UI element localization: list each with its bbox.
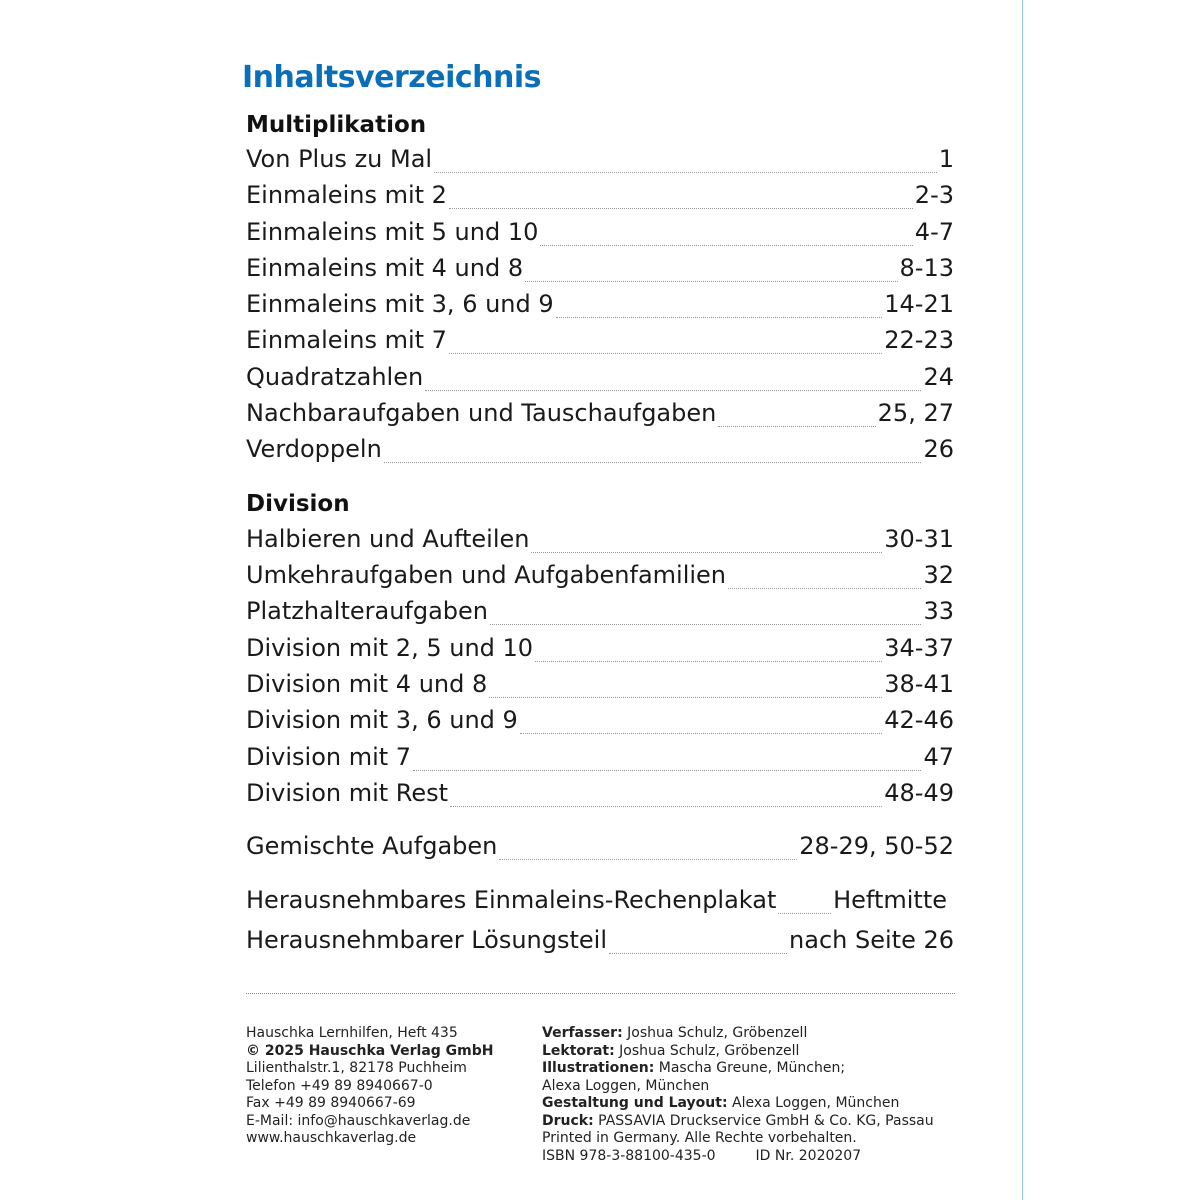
printed-notice: Printed in Germany. Alle Rechte vorbehalten. [542, 1130, 857, 1146]
toc-label: Einmaleins mit 5 und 10 [246, 218, 539, 246]
credit-illustrations-cont: Alexa Loggen, München [542, 1077, 710, 1094]
toc-leader-dots [535, 660, 882, 662]
toc-leader-dots [531, 551, 882, 553]
credit-value: Joshua Schulz, Gröbenzell [627, 1025, 808, 1041]
toc-row [246, 435, 954, 471]
toc-label: Halbieren und Aufteilen [246, 525, 530, 553]
toc-row [246, 290, 954, 326]
toc-leader-dots [450, 805, 882, 807]
id-number: ID Nr. 2020207 [755, 1147, 862, 1164]
toc-row [246, 145, 954, 181]
section-heading-division: Division [246, 491, 350, 517]
toc-row [246, 886, 954, 922]
credit-label: Illustrationen: [542, 1060, 655, 1076]
imprint-phone: Telefon +49 89 8940667-0 [246, 1077, 433, 1094]
toc-row [246, 326, 954, 362]
credit-label: Verfasser: [542, 1025, 623, 1041]
toc-label: Umkehraufgaben und Aufgabenfamilien [246, 561, 727, 589]
credit-illustrations [542, 1060, 934, 1078]
page-edge-line [1022, 0, 1023, 1200]
toc-leader-dots [384, 461, 922, 463]
toc-leader-dots [525, 280, 897, 282]
toc-page: 4-7 [914, 218, 954, 246]
toc-row [246, 634, 954, 670]
imprint-website: www.hauschkaverlag.de [246, 1130, 417, 1146]
credit-layout [542, 1095, 934, 1113]
toc-page: 25, 27 [877, 399, 954, 427]
toc-row [246, 525, 954, 561]
toc-row [246, 779, 954, 815]
toc-page: 24 [923, 363, 954, 391]
toc-label: Von Plus zu Mal [246, 145, 433, 173]
toc-label: Einmaleins mit 4 und 8 [246, 254, 524, 282]
credit-value: Joshua Schulz, Gröbenzell [619, 1042, 800, 1059]
toc-row [246, 218, 954, 254]
toc-label: Herausnehmbares Einmaleins-Rechenplakat [246, 886, 777, 914]
toc-leader-dots [556, 316, 883, 318]
toc-page: 42-46 [884, 706, 954, 734]
toc-page: 26 [923, 435, 954, 463]
toc-label: Division mit 2, 5 und 10 [246, 634, 534, 662]
toc-label: Einmaleins mit 7 [246, 326, 447, 354]
toc-leader-dots [490, 623, 921, 625]
isbn-line [542, 1148, 934, 1166]
toc-page: 2-3 [914, 181, 954, 209]
toc-page: 32 [923, 561, 954, 589]
credit-print [542, 1113, 934, 1131]
toc-leader-dots [499, 858, 797, 860]
toc-label: Quadratzahlen [246, 363, 424, 391]
toc-label: Verdoppeln [246, 435, 382, 463]
toc-page: 30-31 [884, 525, 954, 553]
toc-label: Nachbaraufgaben und Tauschaufgaben [246, 399, 717, 427]
imprint-address: Lilienthalstr.1, 82178 Puchheim [246, 1060, 467, 1076]
toc-label: Division mit 7 [246, 743, 412, 771]
credit-value: Alexa Loggen, München [732, 1095, 900, 1111]
toc-leader-dots [540, 244, 912, 246]
imprint-credits [542, 1025, 934, 1165]
toc-page: 1 [938, 145, 954, 173]
credit-label: Gestaltung und Layout: [542, 1095, 728, 1111]
credit-value: Mascha Greune, München; [658, 1060, 846, 1076]
toc-row [246, 561, 954, 597]
toc-page: 47 [923, 743, 954, 771]
toc-page: 34-37 [884, 634, 954, 662]
toc-label: Division mit 4 und 8 [246, 670, 488, 698]
toc-row [246, 399, 954, 435]
imprint-series: Hauschka Lernhilfen, Heft 435 [246, 1025, 458, 1041]
page-title: Inhaltsverzeichnis [242, 60, 542, 95]
toc-row [246, 832, 954, 868]
toc-row [246, 706, 954, 742]
toc-leader-dots [449, 352, 882, 354]
section-heading-multiplikation: Multiplikation [246, 112, 427, 138]
isbn: ISBN 978-3-88100-435-0 [542, 1147, 716, 1164]
toc-page: 38-41 [884, 670, 954, 698]
toc-page: 14-21 [884, 290, 954, 318]
toc-row [246, 363, 954, 399]
toc-page: nach Seite 26 [789, 926, 954, 954]
toc-leader-dots [489, 696, 882, 698]
toc-row [246, 926, 954, 962]
toc-page: 48-49 [884, 779, 954, 807]
imprint-email: E-Mail: info@hauschkaverlag.de [246, 1112, 471, 1129]
toc-leader-dots [434, 171, 937, 173]
toc-row [246, 743, 954, 779]
toc-leader-dots [413, 769, 921, 771]
toc-label: Gemischte Aufgaben [246, 832, 498, 860]
imprint-fax: Fax +49 89 8940667-69 [246, 1095, 416, 1111]
toc-page: 33 [923, 597, 954, 625]
toc-label: Division mit 3, 6 und 9 [246, 706, 518, 734]
toc-label: Herausnehmbarer Lösungsteil [246, 926, 608, 954]
toc-page: 28-29, 50-52 [799, 832, 954, 860]
toc-leader-dots [425, 389, 921, 391]
toc-page: 22-23 [884, 326, 954, 354]
credit-author [542, 1025, 934, 1043]
toc-row [246, 181, 954, 217]
toc-label: Division mit Rest [246, 779, 449, 807]
toc-page: Heftmitte [833, 886, 947, 914]
credit-editor [542, 1043, 934, 1061]
toc-page: 8-13 [899, 254, 954, 282]
toc-row [246, 597, 954, 633]
credit-label: Lektorat: [542, 1042, 615, 1059]
toc-row [246, 254, 954, 290]
toc-label: Einmaleins mit 3, 6 und 9 [246, 290, 554, 318]
toc-label: Einmaleins mit 2 [246, 181, 447, 209]
toc-leader-dots [718, 425, 875, 427]
toc-leader-dots [728, 587, 921, 589]
toc-leader-dots [609, 952, 787, 954]
toc-leader-dots [520, 732, 882, 734]
toc-label: Platzhalteraufgaben [246, 597, 489, 625]
dotted-divider [246, 993, 955, 994]
toc-row [246, 670, 954, 706]
credit-value: PASSAVIA Druckservice GmbH & Co. KG, Passau [598, 1112, 934, 1129]
imprint-publisher [246, 1025, 494, 1148]
toc-leader-dots [778, 912, 831, 914]
imprint-copyright: © 2025 Hauschka Verlag GmbH [246, 1042, 494, 1059]
credit-label: Druck: [542, 1112, 594, 1129]
toc-leader-dots [449, 207, 913, 209]
